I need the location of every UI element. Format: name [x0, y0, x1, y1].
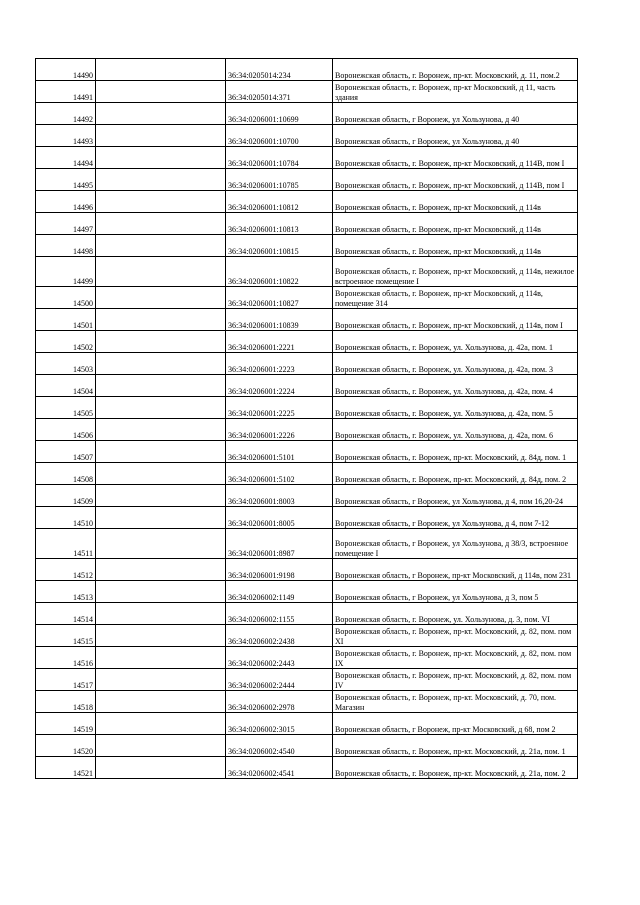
empty-cell — [96, 603, 226, 625]
table-row — [36, 441, 578, 463]
row-number-cell: 14508 — [36, 463, 96, 485]
empty-cell — [96, 331, 226, 353]
row-number-cell: 14492 — [36, 103, 96, 125]
cadastral-number-cell: 36:34:0206001:10815 — [226, 235, 333, 257]
address-cell: Воронежская область, г. Воронеж, ул. Хользунова, д. 42а, пом. 1 — [333, 331, 578, 353]
cadastral-number-cell: 36:34:0206002:4540 — [226, 735, 333, 757]
table-row — [36, 81, 578, 103]
table-row — [36, 647, 578, 669]
cadastral-number-cell: 36:34:0206001:10822 — [226, 257, 333, 287]
empty-cell — [96, 735, 226, 757]
cadastral-number-cell: 36:34:0206001:9198 — [226, 559, 333, 581]
row-number-cell: 14496 — [36, 191, 96, 213]
table-row — [36, 419, 578, 441]
address-cell: Воронежская область, г. Воронеж, пр-кт. Московский, д. 84д, пом. 1 — [333, 441, 578, 463]
address-cell: Воронежская область, г Воронеж, ул Хользунова, д 3, пом 5 — [333, 581, 578, 603]
empty-cell — [96, 147, 226, 169]
empty-cell — [96, 529, 226, 559]
cadastral-number-cell: 36:34:0206001:10839 — [226, 309, 333, 331]
cadastral-number-cell: 36:34:0206001:2221 — [226, 331, 333, 353]
cadastral-number-cell: 36:34:0206002:3015 — [226, 713, 333, 735]
cadastral-number-cell: 36:34:0206001:8987 — [226, 529, 333, 559]
cadastral-number-cell: 36:34:0206001:8003 — [226, 485, 333, 507]
empty-cell — [96, 441, 226, 463]
row-number-cell: 14515 — [36, 625, 96, 647]
address-cell: Воронежская область, г Воронеж, ул Хользунова, д 40 — [333, 103, 578, 125]
registry-table-body — [36, 59, 578, 779]
address-cell: Воронежская область, г. Воронеж, пр-кт Московский, д 114в — [333, 191, 578, 213]
table-row — [36, 581, 578, 603]
empty-cell — [96, 463, 226, 485]
cadastral-number-cell: 36:34:0206002:2443 — [226, 647, 333, 669]
row-number-cell: 14503 — [36, 353, 96, 375]
row-number-cell: 14490 — [36, 59, 96, 81]
empty-cell — [96, 191, 226, 213]
address-cell: Воронежская область, г. Воронеж, пр-кт. Московский, д. 21а, пом. 2 — [333, 757, 578, 779]
empty-cell — [96, 647, 226, 669]
address-cell: Воронежская область, г Воронеж, ул Хользунова, д 38/3, встроенное помещение I — [333, 529, 578, 559]
cadastral-number-cell: 36:34:0206001:8005 — [226, 507, 333, 529]
table-row — [36, 125, 578, 147]
cadastral-number-cell: 36:34:0206002:2438 — [226, 625, 333, 647]
table-row — [36, 375, 578, 397]
address-cell: Воронежская область, г. Воронеж, пр-кт Московский, д 11, часть здания — [333, 81, 578, 103]
cadastral-number-cell: 36:34:0206001:10827 — [226, 287, 333, 309]
address-cell: Воронежская область, г Воронеж, ул Хользунова, д 4, пом 7-12 — [333, 507, 578, 529]
address-cell: Воронежская область, г. Воронеж, ул. Хользунова, д. 42а, пом. 3 — [333, 353, 578, 375]
row-number-cell: 14500 — [36, 287, 96, 309]
address-cell: Воронежская область, г. Воронеж, ул. Хользунова, д. 42а, пом. 6 — [333, 419, 578, 441]
table-row — [36, 59, 578, 81]
row-number-cell: 14516 — [36, 647, 96, 669]
address-cell: Воронежская область, г. Воронеж, пр-кт. Московский, д. 70, пом. Магазин — [333, 691, 578, 713]
row-number-cell: 14497 — [36, 213, 96, 235]
cadastral-number-cell: 36:34:0206001:10812 — [226, 191, 333, 213]
empty-cell — [96, 581, 226, 603]
table-row — [36, 625, 578, 647]
cadastral-number-cell: 36:34:0206002:2444 — [226, 669, 333, 691]
address-cell: Воронежская область, г. Воронеж, пр-кт Московский, д 114в, помещение 314 — [333, 287, 578, 309]
empty-cell — [96, 169, 226, 191]
row-number-cell: 14498 — [36, 235, 96, 257]
empty-cell — [96, 375, 226, 397]
address-cell: Воронежская область, г. Воронеж, пр-кт Московский, д 114В, пом I — [333, 169, 578, 191]
cadastral-number-cell: 36:34:0206001:10700 — [226, 125, 333, 147]
table-row — [36, 147, 578, 169]
row-number-cell: 14499 — [36, 257, 96, 287]
address-cell: Воронежская область, г. Воронеж, ул. Хользунова, д. 42а, пом. 4 — [333, 375, 578, 397]
row-number-cell: 14517 — [36, 669, 96, 691]
empty-cell — [96, 419, 226, 441]
empty-cell — [96, 757, 226, 779]
row-number-cell: 14507 — [36, 441, 96, 463]
empty-cell — [96, 81, 226, 103]
row-number-cell: 14502 — [36, 331, 96, 353]
address-cell: Воронежская область, г Воронеж, ул Хользунова, д 4, пом 16,20-24 — [333, 485, 578, 507]
row-number-cell: 14493 — [36, 125, 96, 147]
address-cell: Воронежская область, г. Воронеж, пр-кт Московский, д 114В, пом I — [333, 147, 578, 169]
table-row — [36, 463, 578, 485]
cadastral-number-cell: 36:34:0206002:1149 — [226, 581, 333, 603]
cadastral-number-cell: 36:34:0206001:5102 — [226, 463, 333, 485]
table-row — [36, 669, 578, 691]
address-cell: Воронежская область, г Воронеж, пр-кт Московский, д 114в, пом 231 — [333, 559, 578, 581]
empty-cell — [96, 713, 226, 735]
row-number-cell: 14505 — [36, 397, 96, 419]
row-number-cell: 14491 — [36, 81, 96, 103]
cadastral-number-cell: 36:34:0206001:10784 — [226, 147, 333, 169]
cadastral-number-cell: 36:34:0206001:2225 — [226, 397, 333, 419]
table-row — [36, 309, 578, 331]
row-number-cell: 14501 — [36, 309, 96, 331]
table-row — [36, 757, 578, 779]
empty-cell — [96, 485, 226, 507]
row-number-cell: 14518 — [36, 691, 96, 713]
table-row — [36, 559, 578, 581]
address-cell: Воронежская область, г. Воронеж, пр-кт Московский, д 114в, нежилое встроенное помещение I — [333, 257, 578, 287]
address-cell: Воронежская область, г. Воронеж, пр-кт. Московский, д. 82, пом. пом IX — [333, 647, 578, 669]
empty-cell — [96, 103, 226, 125]
table-row — [36, 397, 578, 419]
empty-cell — [96, 559, 226, 581]
address-cell: Воронежская область, г. Воронеж, пр-кт. Московский, д. 84д, пом. 2 — [333, 463, 578, 485]
empty-cell — [96, 353, 226, 375]
cadastral-number-cell: 36:34:0206001:2223 — [226, 353, 333, 375]
empty-cell — [96, 213, 226, 235]
address-cell: Воронежская область, г. Воронеж, пр-кт Московский, д 114в — [333, 213, 578, 235]
cadastral-number-cell: 36:34:0206002:4541 — [226, 757, 333, 779]
table-row — [36, 485, 578, 507]
row-number-cell: 14506 — [36, 419, 96, 441]
empty-cell — [96, 235, 226, 257]
address-cell: Воронежская область, г. Воронеж, пр-кт Московский, д 114в, пом I — [333, 309, 578, 331]
table-row — [36, 713, 578, 735]
cadastral-number-cell: 36:34:0206002:1155 — [226, 603, 333, 625]
address-cell: Воронежская область, г Воронеж, ул Хользунова, д 40 — [333, 125, 578, 147]
table-row — [36, 691, 578, 713]
empty-cell — [96, 59, 226, 81]
row-number-cell: 14509 — [36, 485, 96, 507]
address-cell: Воронежская область, г. Воронеж, пр-кт. Московский, д. 11, пом.2 — [333, 59, 578, 81]
row-number-cell: 14504 — [36, 375, 96, 397]
table-row — [36, 603, 578, 625]
table-row — [36, 169, 578, 191]
row-number-cell: 14510 — [36, 507, 96, 529]
cadastral-number-cell: 36:34:0205014:371 — [226, 81, 333, 103]
row-number-cell: 14511 — [36, 529, 96, 559]
table-row — [36, 235, 578, 257]
empty-cell — [96, 507, 226, 529]
empty-cell — [96, 257, 226, 287]
table-row — [36, 331, 578, 353]
empty-cell — [96, 691, 226, 713]
table-row — [36, 353, 578, 375]
table-row — [36, 103, 578, 125]
row-number-cell: 14521 — [36, 757, 96, 779]
table-row — [36, 257, 578, 287]
address-cell: Воронежская область, г. Воронеж, пр-кт. Московский, д. 82, пом. пом XI — [333, 625, 578, 647]
address-cell: Воронежская область, г. Воронеж, ул. Хользунова, д. 3, пом. VI — [333, 603, 578, 625]
table-row — [36, 507, 578, 529]
address-cell: Воронежская область, г. Воронеж, пр-кт. Московский, д. 21а, пом. 1 — [333, 735, 578, 757]
cadastral-number-cell: 36:34:0206001:2226 — [226, 419, 333, 441]
table-row — [36, 191, 578, 213]
table-row — [36, 529, 578, 559]
cadastral-number-cell: 36:34:0206002:2978 — [226, 691, 333, 713]
row-number-cell: 14495 — [36, 169, 96, 191]
empty-cell — [96, 669, 226, 691]
empty-cell — [96, 625, 226, 647]
empty-cell — [96, 125, 226, 147]
cadastral-number-cell: 36:34:0206001:5101 — [226, 441, 333, 463]
cadastral-number-cell: 36:34:0206001:10699 — [226, 103, 333, 125]
table-row — [36, 735, 578, 757]
empty-cell — [96, 309, 226, 331]
table-row — [36, 287, 578, 309]
row-number-cell: 14519 — [36, 713, 96, 735]
row-number-cell: 14520 — [36, 735, 96, 757]
address-cell: Воронежская область, г. Воронеж, пр-кт Московский, д 114в — [333, 235, 578, 257]
address-cell: Воронежская область, г Воронеж, пр-кт Московский, д 68, пом 2 — [333, 713, 578, 735]
row-number-cell: 14513 — [36, 581, 96, 603]
empty-cell — [96, 397, 226, 419]
address-cell: Воронежская область, г. Воронеж, ул. Хользунова, д. 42а, пом. 5 — [333, 397, 578, 419]
cadastral-number-cell: 36:34:0206001:2224 — [226, 375, 333, 397]
table-row — [36, 213, 578, 235]
row-number-cell: 14494 — [36, 147, 96, 169]
registry-table — [35, 58, 578, 779]
empty-cell — [96, 287, 226, 309]
cadastral-number-cell: 36:34:0206001:10785 — [226, 169, 333, 191]
cadastral-number-cell: 36:34:0206001:10813 — [226, 213, 333, 235]
cadastral-number-cell: 36:34:0205014:234 — [226, 59, 333, 81]
row-number-cell: 14514 — [36, 603, 96, 625]
address-cell: Воронежская область, г. Воронеж, пр-кт. Московский, д. 82, пом. пом IV — [333, 669, 578, 691]
row-number-cell: 14512 — [36, 559, 96, 581]
